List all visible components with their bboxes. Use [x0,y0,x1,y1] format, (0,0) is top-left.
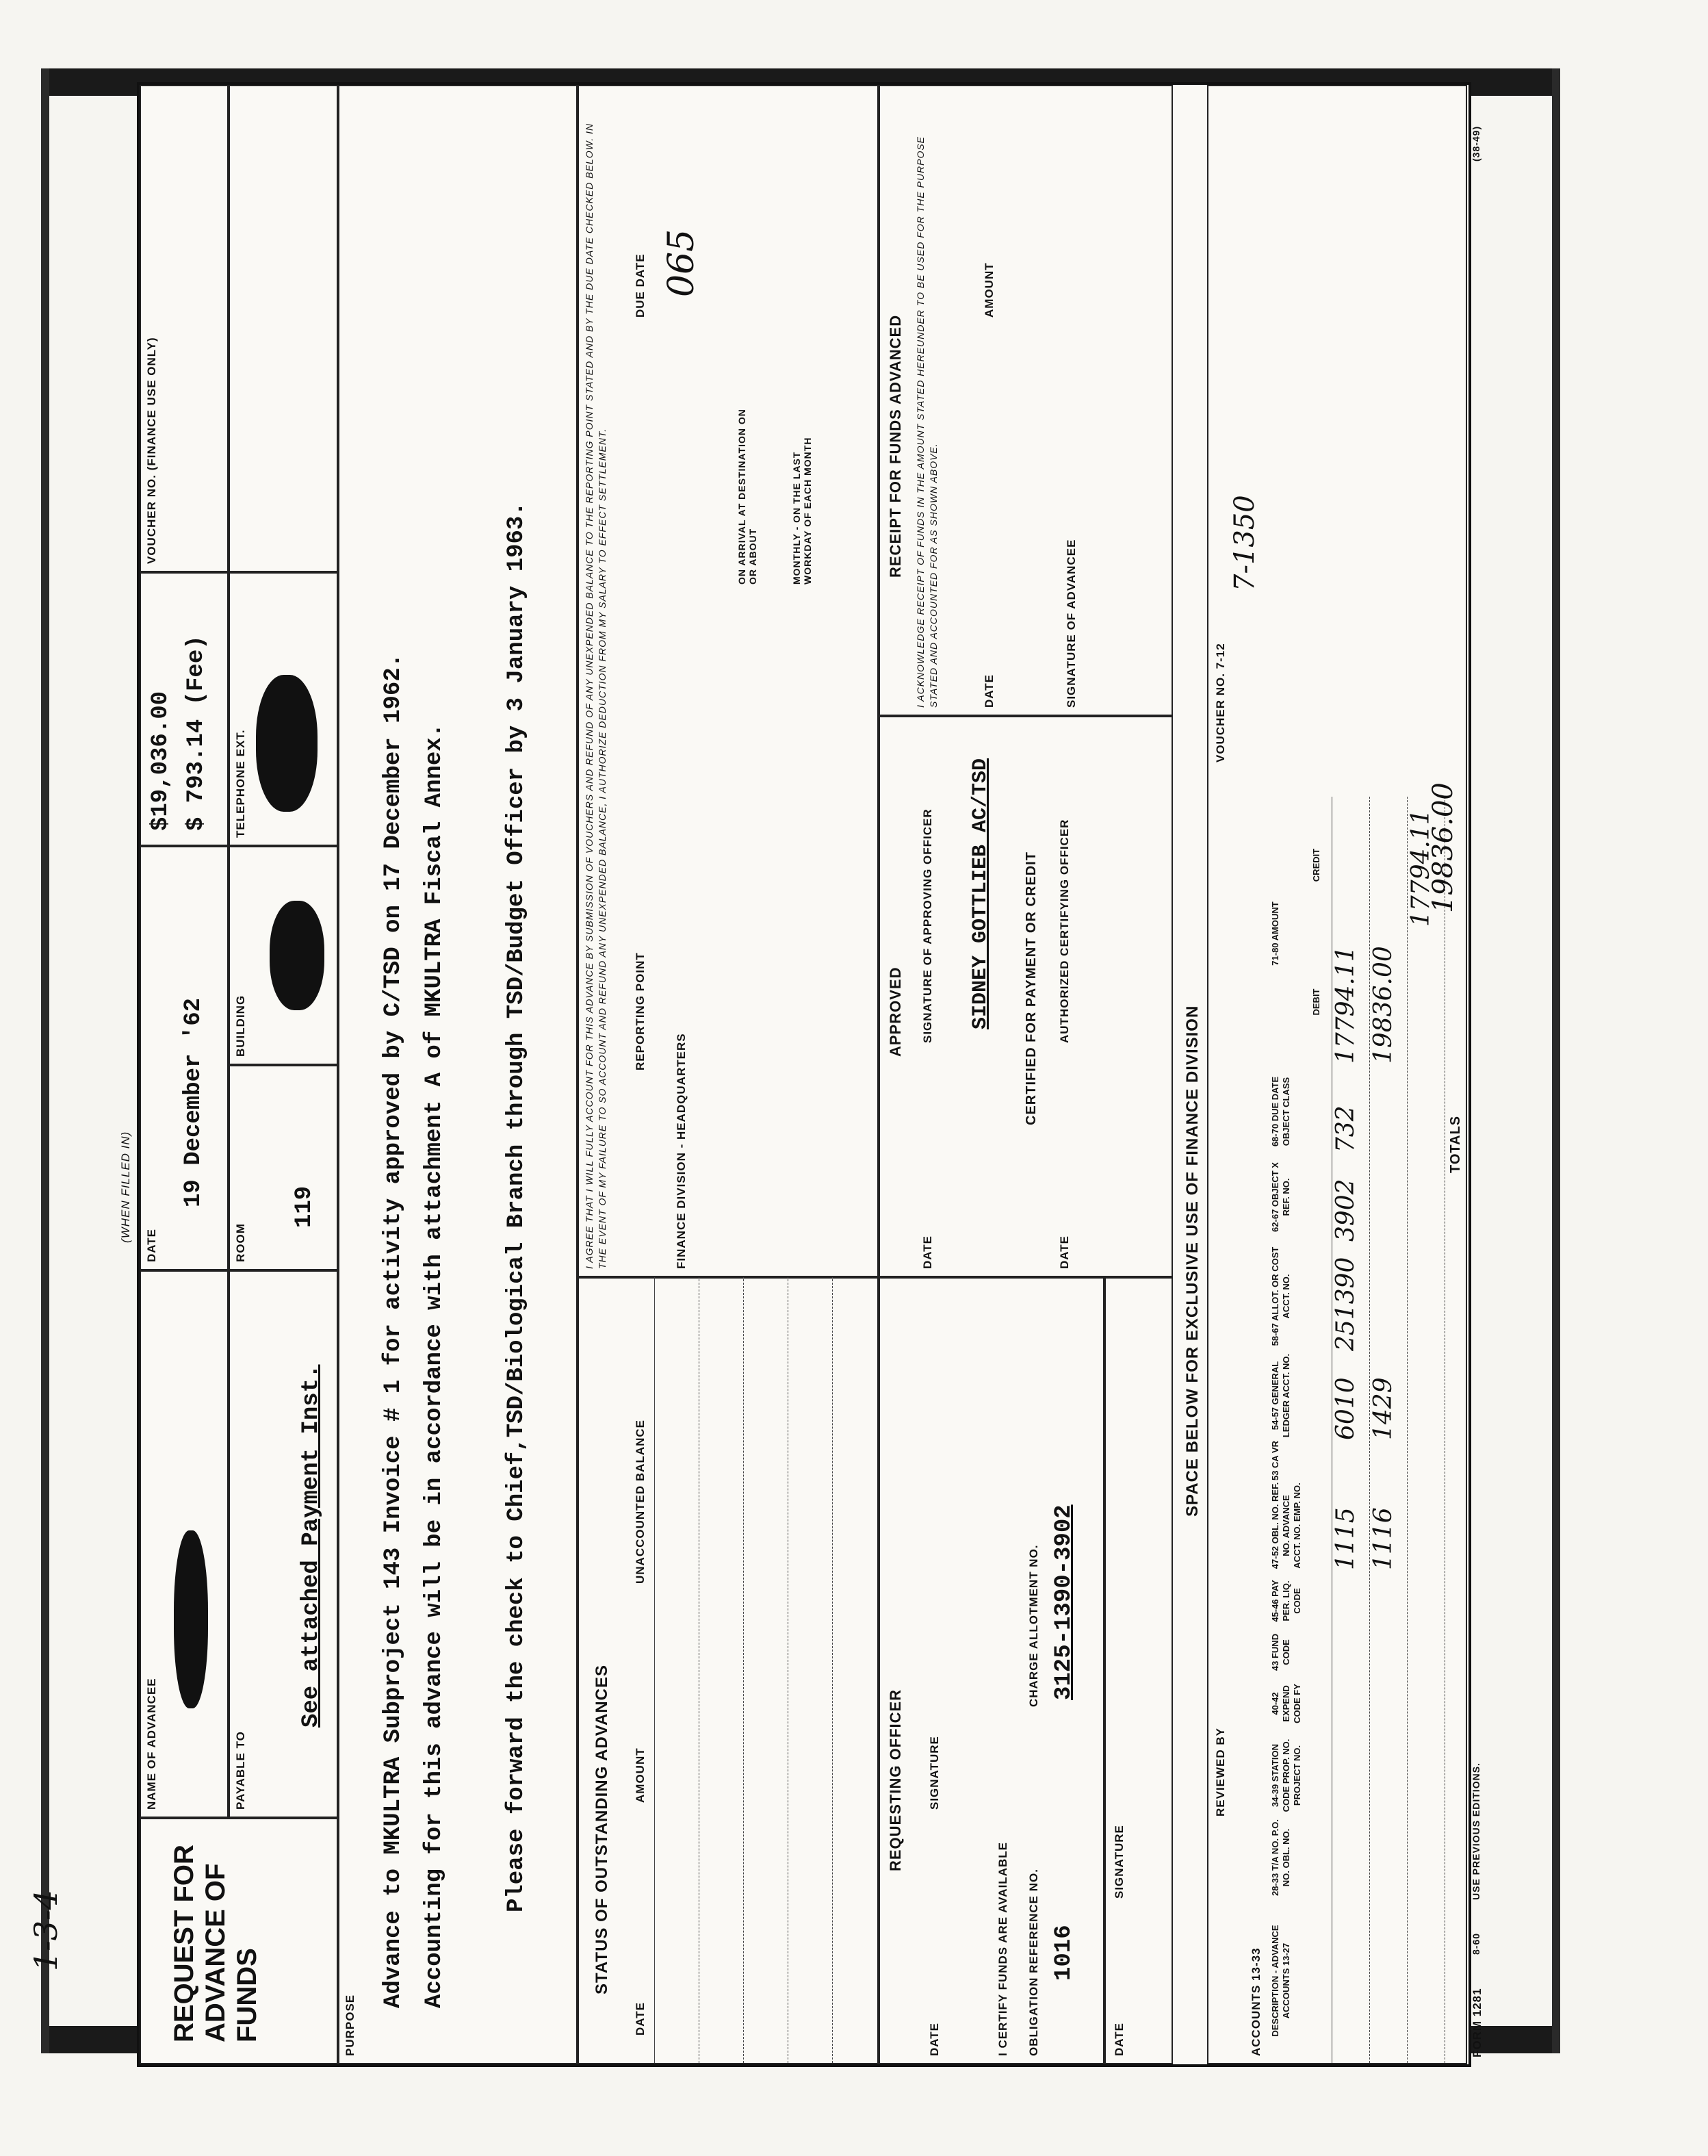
purpose-label: PURPOSE [344,1994,357,2056]
reporting-point-label: REPORTING POINT [634,952,647,1070]
finance-row-allot: 251390 [1332,1257,1360,1351]
col-description: DESCRIPTION - ADVANCE ACCOUNTS 13-27 [1270,1925,1291,2037]
status-header: STATUS OF OUTSTANDING ADVANCES [593,1665,611,1994]
form-sub: 8-60 [1471,1932,1481,1955]
status-date-col: DATE [634,2001,647,2036]
purpose-cell [338,85,578,2064]
finance-row-obj: 3902 [1332,1179,1360,1242]
redaction-mark [174,1530,208,1708]
room-cell [229,1065,338,1270]
payable-to-cell [229,1270,338,1818]
col-debit: DEBIT [1311,988,1321,1016]
approved-cell [879,716,1173,1277]
approved-date-label: DATE [921,1235,934,1269]
col-54-57: 54-57 GENERAL LEDGER ACCT. NO. [1270,1353,1291,1438]
scan-border-left [41,68,49,2053]
form-number: FORM 1281 [1471,1988,1484,2057]
receipt-text: I ACKNOWLEDGE RECEIPT OF FUNDS IN THE AMOUNT STATED HEREUNDER TO BE USED FOR THE PURPOSE STATED AND ACCOUNTED FOR AS SHOWN ABOVE. [915,136,939,708]
use-previous-editions: USE PREVIOUS EDITIONS. [1471,1762,1481,1900]
arrival-label: ON ARRIVAL AT DESTINATION ON OR ABOUT [736,409,758,585]
accounts-label: ACCOUNTS 13-33 [1250,1947,1263,2056]
col-68-70: 68-70 DUE DATE OBJECT CLASS [1270,1076,1291,1147]
finance-space-label: SPACE BELOW FOR EXCLUSIVE USE OF FINANCE DIVISION [1183,1005,1202,1517]
advancee-name-label: NAME OF ADVANCEE [145,1678,158,1810]
agreement-cell [578,85,879,1277]
purpose-line-3: Please forward the check to Chief,TSD/Biological Branch through TSD/Budget Officer by 3 January 1963. [504,502,530,1912]
finance-row-cls: 732 [1332,1105,1360,1153]
finance-row-code: 1116 [1369,1507,1397,1570]
building-label: BUILDING [234,994,247,1057]
receipt-header: RECEIPT FOR FUNDS ADVANCED [887,314,904,578]
finance-row-debit: 17794.11 [1332,946,1360,1064]
date-cell [140,846,229,1270]
col-62-67: 62-67 OBJECT X REF. NO. [1270,1162,1291,1232]
margin-handwritten-note: 1-3-4 [27,1890,64,1971]
when-filled-note: (WHEN FILLED IN) [119,1131,132,1243]
form-title: REQUEST FOR ADVANCE OF FUNDS [169,1845,262,2042]
amount-line-1: $19,036.00 [148,691,174,831]
scan-border-right [1552,68,1560,2053]
due-date-value: 065 [661,229,702,297]
certified-date-label: DATE [1058,1235,1071,1269]
form-code: (38-49) [1471,125,1481,162]
finance-hq-label: FINANCE DIVISION - HEADQUARTERS [675,1033,688,1269]
req-signature-label: SIGNATURE [928,1736,941,1810]
date-value: 19 December '62 [181,997,207,1207]
receipt-date-label: DATE [983,673,996,708]
status-unaccounted-col: UNACCOUNTED BALANCE [634,1420,647,1584]
receipt-amount-label: AMOUNT [983,262,996,318]
voucher-handwritten: 7-1350 [1229,495,1260,591]
col-53: 53 CA VR [1270,1440,1280,1481]
totals-label: TOTALS [1448,1115,1463,1173]
charge-allotment-value: 3125-1390-3902 [1051,1504,1077,1700]
voucher-no-label: VOUCHER NO. 7-12 [1214,643,1227,762]
requesting-officer-cell [879,1277,1104,2064]
telephone-label: TELEPHONE EXT. [234,729,247,838]
col-34-39: 34-39 STATION CODE PROP. NO. PROJECT NO. [1270,1738,1302,1812]
title-cell [140,1818,338,2064]
status-advances-cell [578,1277,879,2064]
finance-row-credit: 17794.11 [1407,809,1435,927]
totals-value: 19836.00 [1427,782,1459,913]
cert-signature-label: SIGNATURE [1113,1825,1126,1899]
approver-name: SIDNEY GOTTLIEB AC/TSD [969,758,992,1029]
approved-label: APPROVED [887,966,904,1057]
amount-line-2: $ 793.14 (Fee) [183,635,209,831]
voucher-cell [140,85,229,572]
finance-row-debit: 19836.00 [1369,946,1397,1064]
advancee-sig-label: SIGNATURE OF ADVANCEE [1065,539,1078,708]
redaction-mark [270,901,324,1010]
finance-row-ledger: 6010 [1332,1377,1360,1440]
agreement-text: I AGREE THAT I WILL FULLY ACCOUNT FOR THIS ADVANCE BY SUBMISSION OF VOUCHERS AND REFUND OF ANY UNEXPENDED BALANCE TO THE REPORTING POINT STATED AND BY THE DUE DATE CHECKED BELOW. IN THE EVENT OF MY FAILURE TO SO ACCOUNT AND REFUND ANY UNEXPENDED BALANCE, I AUTHORIZE DEDUCTION FROM MY SALARY TO EFFECT SETTLEMENT. [584,123,608,1269]
purpose-line-1: Advance to MKULTRA Subproject 143 Invoice # 1 for activity approved by C/TSD on 17 December 1962. [380,653,406,2008]
payable-to-label: PAYABLE TO [234,1731,247,1810]
amount-cell [140,572,229,846]
col-71-80: 71-80 AMOUNT [1270,901,1280,966]
certified-header: CERTIFIED FOR PAYMENT OR CREDIT [1024,851,1039,1125]
due-date-label: DUE DATE [634,253,647,318]
room-label: ROOM [234,1223,247,1262]
purpose-line-2: Accounting for this advance will be in accordance with attachment A of MKULTRA Fiscal Annex. [422,723,448,2008]
obligation-ref-value: 1016 [1051,1925,1077,1981]
auth-cert-label: AUTHORIZED CERTIFYING OFFICER [1058,819,1071,1043]
col-43: 43 FUND CODE [1270,1633,1291,1671]
requesting-officer-label: REQUESTING OFFICER [887,1689,904,1871]
cert-signature-cell [1104,1277,1173,2064]
room-value: 119 [292,1185,318,1228]
col-45-46: 45-46 PAY PER. LIQ. CODE [1270,1580,1302,1622]
payable-to-value: See attached Payment Inst. [298,1364,324,1728]
col-28-33: 28-33 T/A NO. P.O. NO. OBL. NO. [1270,1819,1291,1896]
status-amount-col: AMOUNT [634,1747,647,1803]
voucher-label: VOUCHER NO. (FINANCE USE ONLY) [145,337,158,564]
col-58-67: 58-67 ALLOT. OR COST ACCT. NO. [1270,1246,1291,1346]
finance-row-code: 1115 [1332,1507,1360,1570]
redaction-mark [256,675,318,812]
date-label: DATE [145,1228,158,1262]
request-for-advance-form [119,82,1484,2067]
finance-section [1207,85,1467,2064]
col-credit: CREDIT [1311,848,1321,882]
approving-sig-label: SIGNATURE OF APPROVING OFFICER [921,808,934,1043]
receipt-cell [879,85,1173,716]
voucher-blank-cell [229,85,338,572]
obligation-ref-label: OBLIGATION REFERENCE NO. [1027,1869,1040,2056]
req-date-label: DATE [928,2022,941,2056]
finance-row-ledger: 1429 [1369,1377,1397,1440]
reviewed-by-label: REVIEWED BY [1214,1727,1227,1817]
col-47-52: 47-52 OBL. NO. REF. NO. ADVANCE ACCT. NO. EMP. NO. [1270,1482,1302,1569]
charge-allotment-label: CHARGE ALLOTMENT NO. [1027,1544,1040,1707]
col-40-42: 40-42 EXPEND CODE FY [1270,1684,1302,1723]
monthly-label: MONTHLY - ON THE LAST WORKDAY OF EACH MONTH [791,437,813,585]
cert-date-label: DATE [1113,2022,1126,2056]
certify-label: I CERTIFY FUNDS ARE AVAILABLE [996,1842,1009,2056]
